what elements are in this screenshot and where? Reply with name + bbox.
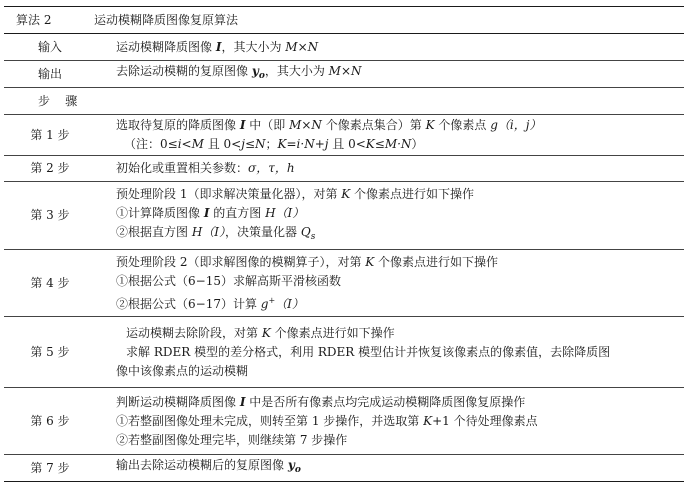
step-label-6: 第 6 步 — [4, 388, 96, 455]
step-desc-5: 运动模糊去除阶段，对第 K 个像素点进行如下操作 求解 RDER 模型的差分格式，利用 RDER 模型估计并恢复该像素点的像素值，去除降质图 像中该像素点的运动模糊 — [96, 317, 684, 388]
step-label-4: 第 4 步 — [4, 250, 96, 317]
output-desc: 去除运动模糊的复原图像 $y_o$，其大小为 M×N — [96, 61, 684, 88]
step-desc-4: 预处理阶段 2（即求解图像的模糊算子），对第 K 个像素点进行如下操作 ①根据公式（6−15）求解高斯平滑核函数 ②根据公式（6−17）计算 g+（I） — [96, 250, 684, 317]
step-label-2: 第 2 步 — [4, 156, 96, 182]
output-row — [4, 61, 684, 88]
step-label-5: 第 5 步 — [4, 317, 96, 388]
step-row-7 — [4, 455, 684, 482]
step-label-7: 第 7 步 — [4, 455, 96, 482]
step-row-5 — [4, 317, 684, 388]
algorithm-table — [4, 6, 684, 482]
step-desc-3: 预处理阶段 1（即求解决策量化器），对第 K 个像素点进行如下操作 ①计算降质图像 I 的直方图 H（I） ②根据直方图 H（I），决策量化器 $Q_s$ — [96, 182, 684, 250]
input-desc: 运动模糊降质图像 I，其大小为 M×N — [96, 34, 684, 61]
step-desc-6: 判断运动模糊降质图像 I 中是否所有像素点均完成运动模糊降质图像复原操作 ①若整副图像处理未完成，则转至第 1 步操作，并选取第 K+1 个待处理像素点 ②若整副图像处理完毕，则继续第 7 步操作 — [96, 388, 684, 455]
step-row-2 — [4, 156, 684, 182]
step-label-1: 第 1 步 — [4, 115, 96, 156]
output-label: 输出 — [4, 61, 96, 88]
step-row-6 — [4, 388, 684, 455]
algorithm-number: 算法 2 — [16, 12, 52, 27]
steps-header: 步 骤 — [4, 88, 684, 115]
input-label: 输入 — [4, 34, 96, 61]
step-label-3: 第 3 步 — [4, 182, 96, 250]
step-desc-2: 初始化或重置相关参数：σ，τ，h — [96, 156, 684, 182]
algorithm-title — [4, 7, 684, 34]
step-row-1 — [4, 115, 684, 156]
step-row-3 — [4, 182, 684, 250]
algorithm-name: 运动模糊降质图像复原算法 — [94, 12, 239, 27]
input-row — [4, 34, 684, 61]
table-title-row — [4, 7, 684, 34]
step-desc-1: 选取待复原的降质图像 I 中（即 M×N 个像素点集合）第 K 个像素点 g（i，j） （注：0≤i<M 且 0<j≤N；K=i·N+j 且 0<K≤M·N） — [96, 115, 684, 156]
steps-header-row — [4, 88, 684, 115]
step-desc-7: 输出去除运动模糊后的复原图像 $y_o$ — [96, 455, 684, 482]
step-row-4 — [4, 250, 684, 317]
